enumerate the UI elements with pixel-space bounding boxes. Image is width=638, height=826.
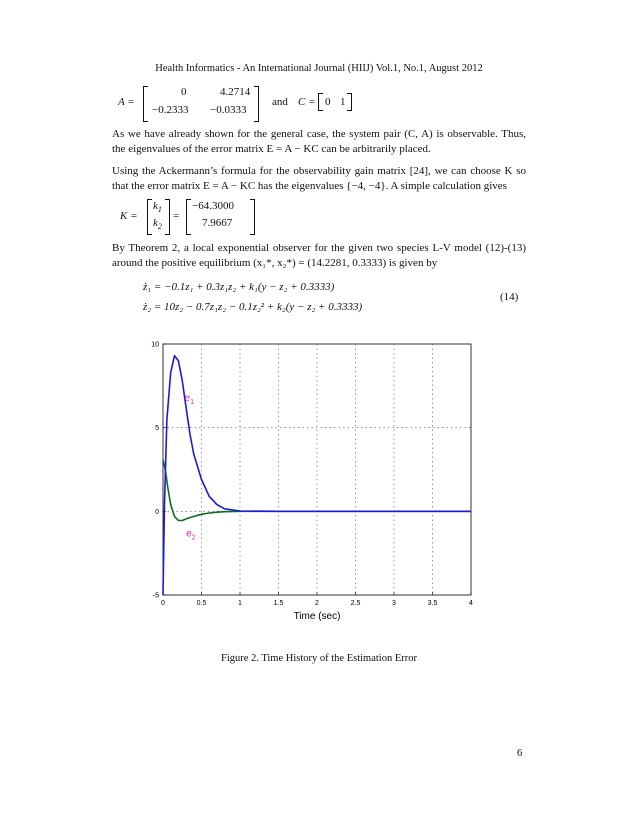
equation-z2: ż₂ = 10z₂ − 0.7z₁z₂ − 0.1z₂² + k₂(y − z₂ + 0.3333) [143,301,363,313]
x-axis-label: Time (sec) [293,611,341,622]
equation-z1: ż₁ = −0.1z₁ + 0.3z₁z₂ + k₁(y − z₂ + 0.3333) [143,281,335,293]
matrix-c-left-bracket [318,93,323,111]
matrix-a-r1c1: 0 [181,86,187,98]
x-tick-label: 2 [315,600,319,607]
matrix-k-v2: 7.9667 [202,217,233,229]
and-text: and [272,96,288,108]
matrix-c-label: C = [298,96,316,108]
matrix-c-c1: 0 [325,96,331,108]
plot-frame [163,344,471,595]
matrix-k-mid-bracket [165,199,170,235]
figure-caption: Figure 2. Time History of the Estimation Error [221,653,417,664]
x-tick-label: 3 [392,600,396,607]
matrix-a-r2c2: −0.0333 [210,104,247,116]
paragraph-observability: As we have already shown for the general case, the system pair (C, A) is observable. Thus, the eigenvalues of the error matrix E = A − KC can be arbitrarily placed. [112,128,526,155]
matrix-a-label: A = [118,96,135,108]
y-tick-label: 10 [151,341,159,349]
x-tick-label: 3.5 [427,600,438,607]
y-tick-label: 5 [155,425,159,433]
x-tick-label: 2.5 [350,600,361,607]
paragraph-theorem: By Theorem 2, a local exponential observer for the given two species L-V model (12)-(13) around the positive equilibrium (x₁*, x₂*) = (14.2281, 0.3333) is given by [112,242,526,269]
x-tick-label: 0 [161,600,165,607]
x-tick-label: 4 [469,600,473,607]
error-time-history-chart [130,336,490,622]
x-tick-label: 1 [238,600,242,607]
matrix-a-left-bracket [143,86,148,122]
matrix-k-val-left-bracket [186,199,191,235]
matrix-a-r2c1: −0.2333 [152,104,189,116]
matrix-k-val-right-bracket [250,199,255,235]
matrix-k-k2: $k_2$ [153,217,162,232]
y-tick-label: 0 [155,508,159,516]
matrix-k-v1: −64.3000 [192,200,234,212]
matrix-a [118,86,418,126]
matrix-c-right-bracket [347,93,352,111]
matrix-k-label: K = [120,210,138,222]
page-number: 6 [517,748,523,759]
matrix-c-c2: 1 [340,96,346,108]
matrix-a-right-bracket [254,86,259,122]
x-tick-label: 1.5 [273,600,284,607]
paragraph-ackermann: Using the Ackermann’s formula for the observability gain matrix [24], we can choose K so that the error matrix E = A − KC has the eigenvalues {−4, −4}. A simple calculation gives [112,165,526,192]
matrix-a-r1c2: 4.2714 [220,86,251,98]
series-label-e2: $e_2$ [186,528,196,542]
journal-header: Health Informatics - An International Journal (HIIJ) Vol.1, No.1, August 2012 [155,63,483,74]
matrix-k-left-bracket [147,199,152,235]
x-tick-label: 0.5 [196,600,207,607]
matrix-k-equals: = [173,210,180,222]
matrix-k-k1: $k_1$ [153,200,162,215]
series-label-e1: $e_1$ [184,392,195,406]
y-tick-label: -5 [152,592,159,600]
matrix-k [120,199,320,239]
equation-number: (14) [500,291,519,303]
